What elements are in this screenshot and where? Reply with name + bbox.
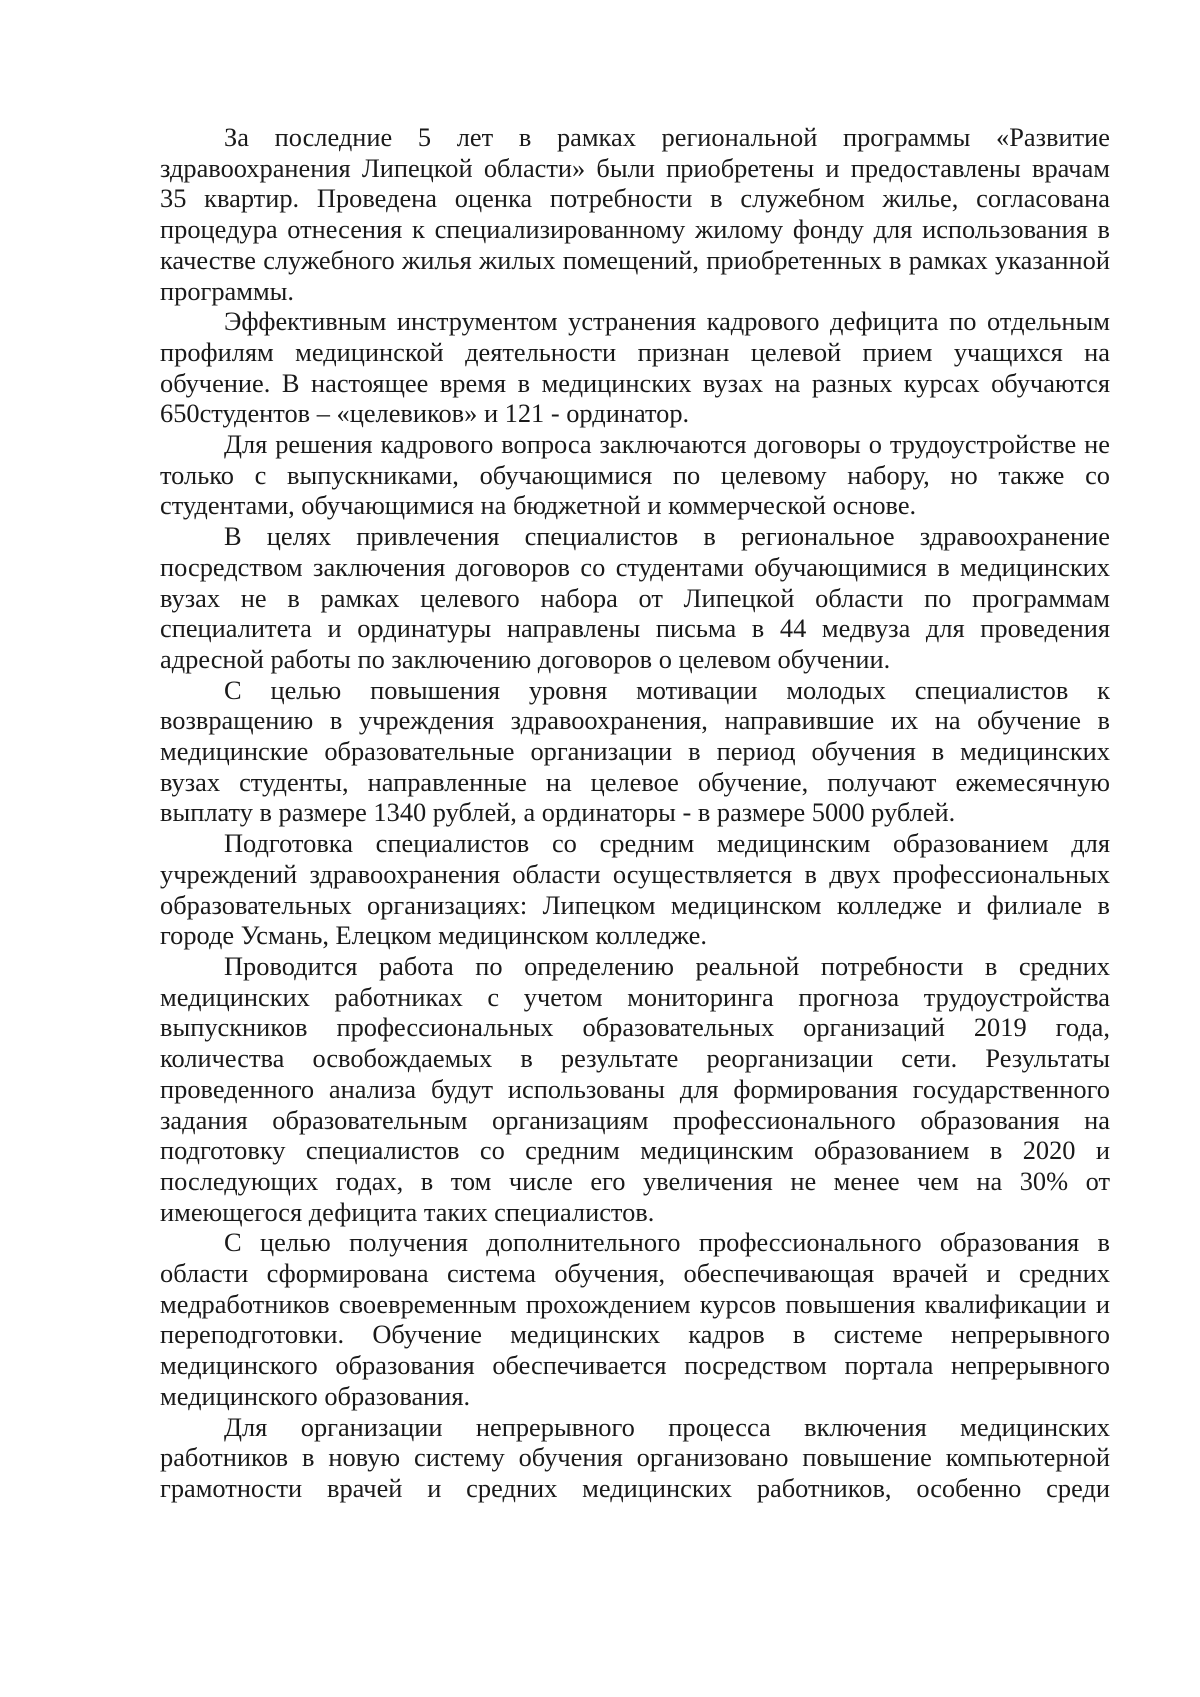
paragraph-targeted-admission: Эффективным инструментом устранения кадрового дефицита по отдельным профилям медицинской деятельности признан целевой прием учащихся на обучение. В настоящее время в медицинских вузах на разных курсах обучаются 650студентов – «целевиков» и 121 - ординатор.	[160, 306, 1110, 429]
paragraph-monthly-payments: С целью повышения уровня мотивации молодых специалистов к возвращению в учреждения здравоохранения, направившие их на обучение в медицинские образовательные организации в период обучения в медицинских вузах студенты, направленные на целевое обучение, получают ежемесячную выплату в размере 1340 рублей, а ординаторы - в размере 5000 рублей.	[160, 674, 1110, 828]
paragraph-continuing-education: С целью получения дополнительного профессионального образования в области сформирована система обучения, обеспечивающая врачей и средних медработников своевременным прохождением курсов повышения квалификации и переподготовки. Обучение медицинских кадров в системе непрерывного медицинского образования обеспечивается посредством портала непрерывного медицинского образования.	[160, 1227, 1110, 1411]
paragraph-employment-contracts: Для решения кадрового вопроса заключаются договоры о трудоустройстве не только с выпускниками, обучающимися по целевому набору, но также со студентами, обучающимися на бюджетной и коммерческой основе.	[160, 429, 1110, 521]
paragraph-demand-analysis: Проводится работа по определению реальной потребности в средних медицинских работниках с учетом мониторинга прогноза трудоустройства выпускников профессиональных образовательных организаций 2019 года, количества освобождаемых в результате реорганизации сети. Результаты проведенного анализа будут использованы для формирования государственного задания образовательным организациям профессионального образования на подготовку специалистов со средним медицинским образованием в 2020 и последующих годах, в том числе его увеличения не менее чем на 30% от имеющегося дефицита таких специалистов.	[160, 950, 1110, 1227]
paragraph-nursing-training: Подготовка специалистов со средним медицинским образованием для учреждений здравоохранения области осуществляется в двух профессиональных образовательных организациях: Липецком медицинском колледже и филиале в городе Усмань, Елецком медицинском колледже.	[160, 828, 1110, 951]
paragraph-letters-to-universities: В целях привлечения специалистов в региональное здравоохранение посредством заключения договоров со студентами обучающимися в медицинских вузах не в рамках целевого набора от Липецкой области по программам специалитета и ординатуры направлены письма в 44 медвуза для проведения адресной работы по заключению договоров о целевом обучении.	[160, 521, 1110, 674]
paragraph-computer-literacy: Для организации непрерывного процесса включения медицинских работников в новую систему обучения организовано повышение компьютерной грамотности врачей и средних медицинских работников, особенно среди	[160, 1411, 1110, 1503]
document-body	[160, 122, 1110, 1504]
paragraph-housing: За последние 5 лет в рамках региональной программы «Развитие здравоохранения Липецкой области» были приобретены и предоставлены врачам 35 квартир. Проведена оценка потребности в служебном жилье, согласована процедура отнесения к специализированному жилому фонду для использования в качестве служебного жилья жилых помещений, приобретенных в рамках указанной программы.	[160, 122, 1110, 306]
